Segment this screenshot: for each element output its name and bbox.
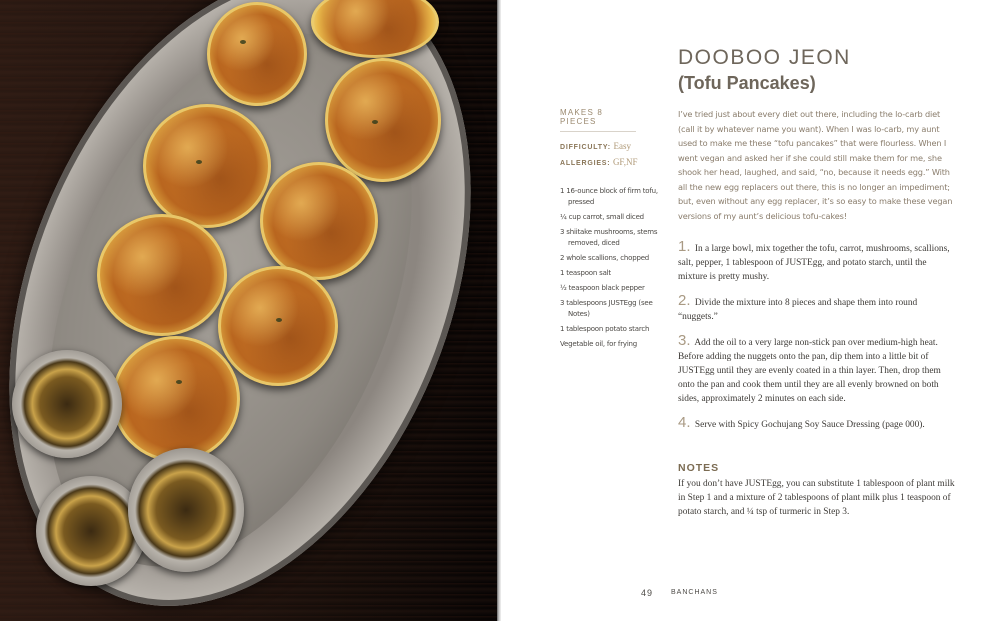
step-number: 3. (678, 332, 691, 349)
recipe-page (501, 0, 996, 621)
flower-handle (128, 448, 244, 572)
ingredient: 1 16-ounce block of firm tofu, pressed (560, 187, 658, 206)
allergies (560, 155, 660, 171)
recipe-intro: I’ve tried just about every diet out there, including the lo-carb diet (call it by whatever name you want). When I was lo-carb, my aunt used to make me these “tofu pancakes” that were flourless. When I went vegan and asked her if she could still make them for me, she shook her head, laughed, and said, “no, because it needs egg.” With all the new egg replacers out there, this is no longer an impediment; but, even without any egg replacer, it’s so easy to make these vegan versions of my aunt’s delicious tofu-cakes! (678, 109, 953, 221)
difficulty-value: Easy (613, 141, 631, 151)
ingredient: 3 tablespoons JUSTEgg (see Notes) (560, 299, 653, 318)
step-4 (678, 416, 958, 432)
recipe-meta (560, 139, 660, 171)
step-text: Divide the mixture into 8 pieces and shape them into round “nuggets.” (678, 298, 918, 322)
tofu-pancake (143, 104, 271, 228)
tofu-pancake (97, 214, 227, 336)
yield: MAKES 8 PIECES (560, 108, 636, 132)
scallion-speck (196, 160, 202, 164)
scallion-speck (240, 40, 246, 44)
ingredient-list (560, 186, 660, 350)
step-3 (678, 334, 958, 406)
difficulty-label: DIFFICULTY: (560, 144, 611, 151)
ingredient: 1 tablespoon potato starch (560, 325, 650, 333)
step-text: In a large bowl, mix together the tofu, carrot, mushrooms, scallions, salt, pepper, 1 tablespoon of JUSTEgg, and potato starch, until the mixture is pretty mushy. (678, 244, 950, 282)
scallion-speck (176, 380, 182, 384)
notes-body: If you don’t have JUSTEgg, you can substitute 1 tablespoon of plant milk in Step 1 and a mixture of 2 tablespoons of plant milk plus 1 teaspoon of potato starch, and ¼ tsp of turmeric in Step 3. (678, 479, 955, 517)
step-text: Serve with Spicy Gochujang Soy Sauce Dressing (page 000). (694, 420, 925, 430)
ingredient: ½ teaspoon black pepper (560, 284, 645, 292)
recipe-subtitle: (Tofu Pancakes) (678, 73, 816, 93)
scallion-speck (276, 318, 282, 322)
ingredient: 3 shiitake mushrooms, stems removed, diced (560, 228, 658, 247)
scallion-speck (372, 120, 378, 124)
ingredient: ¼ cup carrot, small diced (560, 213, 644, 221)
ingredient: 2 whole scallions, chopped (560, 254, 650, 262)
allergies-value: GF,NF (612, 157, 638, 167)
recipe-sidebar (560, 108, 660, 354)
recipe-title: DOOBOO JEON (678, 46, 851, 69)
flower-handle (12, 350, 122, 458)
page-number: 49 (641, 588, 654, 598)
ingredient: Vegetable oil, for frying (560, 340, 638, 348)
section-running-head: BANCHANS (671, 589, 718, 596)
step-text: Add the oil to a very large non-stick pan over medium-high heat. Before adding the nuggets onto the pan, dip them into a little bit of JUSTEgg until they are evenly coated in a thin layer. Then, drop them onto the pan and cook them until they are all evenly browned on both sides, approximately 2 minutes on each side. (678, 338, 941, 404)
ingredient: 1 teaspoon salt (560, 269, 611, 277)
step-1 (678, 240, 958, 284)
tofu-pancake (260, 162, 378, 280)
step-2 (678, 294, 958, 324)
tofu-pancake (218, 266, 338, 386)
allergies-label: ALLERGIES: (560, 160, 611, 167)
tofu-pancake (112, 336, 240, 462)
food-photo (0, 0, 497, 621)
step-number: 1. (678, 238, 691, 255)
method-steps (678, 240, 958, 442)
notes-heading: NOTES (678, 462, 720, 474)
step-number: 4. (678, 414, 691, 431)
step-number: 2. (678, 292, 691, 309)
tofu-pancake (325, 58, 441, 182)
tofu-pancake (207, 2, 307, 106)
difficulty (560, 139, 660, 155)
